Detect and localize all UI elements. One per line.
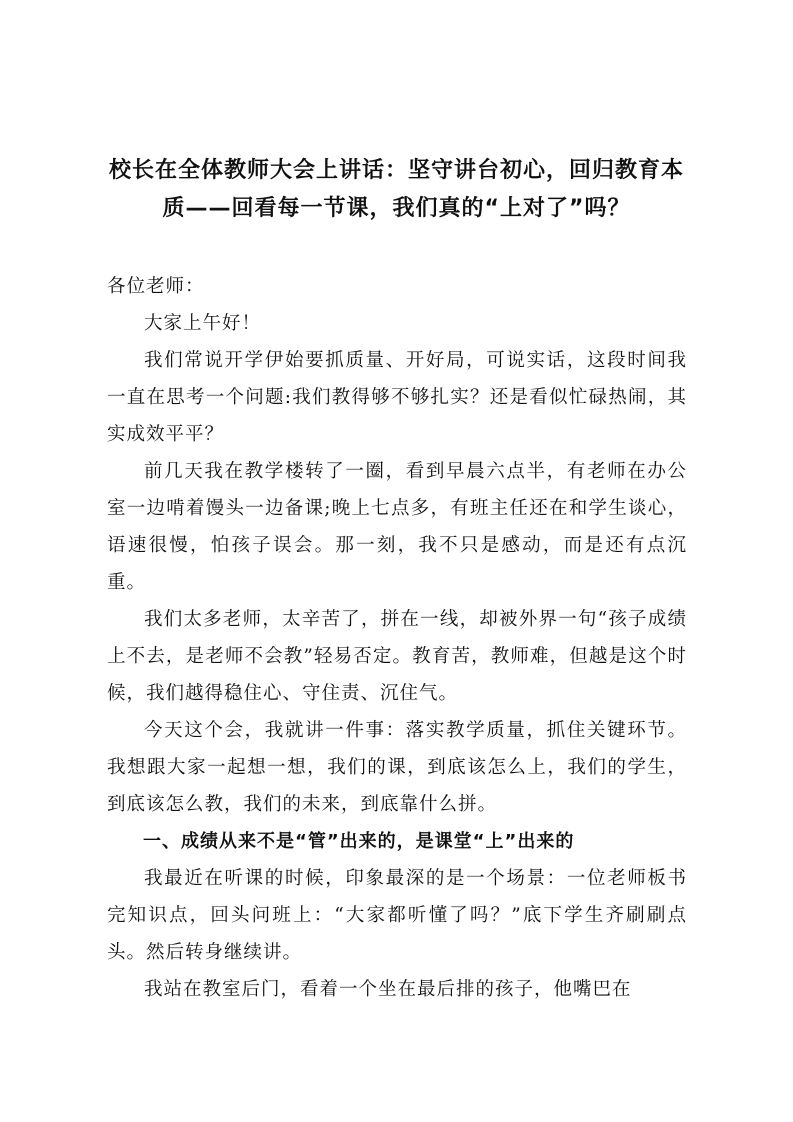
salutation: 各位老师： bbox=[107, 276, 205, 297]
body-paragraph: 我们太多老师，太辛苦了，拼在一线，却被外界一句“孩子成绩上不去，是老师不会教”轻易否定。教育苦，教师难，但越是这个时候，我们越得稳住心、守住责、沉住气。 bbox=[107, 609, 687, 704]
body-paragraph: 我最近在听课的时候，印象最深的是一个场景：一位老师板书完知识点，回头问班上：“大家都听懂了吗？”底下学生齐刷刷点头。然后转身继续讲。 bbox=[107, 868, 687, 963]
document-title: 校长在全体教师大会上讲话：坚守讲台初心，回归教育本质——回看每一节课，我们真的“上对了”吗？ bbox=[108, 158, 684, 221]
section-heading: 一、成绩从来不是“管”出来的，是课堂“上”出来的 bbox=[143, 831, 575, 852]
body-paragraph: 我们常说开学伊始要抓质量、开好局，可说实话，这段时间我一直在思考一个问题:我们教得够不够扎实？还是看似忙碌热闹，其实成效平平？ bbox=[107, 350, 687, 445]
document-body bbox=[107, 268, 687, 1008]
body-paragraph: 我站在教室后门，看着一个坐在最后排的孩子，他嘴巴在 bbox=[144, 979, 632, 1000]
body-paragraph: 今天这个会，我就讲一件事：落实教学质量，抓住关键环节。我想跟大家一起想一想，我们的课，到底该怎么上，我们的学生，到底该怎么教，我们的未来，到底靠什么拼。 bbox=[107, 720, 687, 815]
body-paragraph: 前几天我在教学楼转了一圈，看到早晨六点半，有老师在办公室一边啃着馒头一边备课;晚上七点多，有班主任还在和学生谈心，语速很慢，怕孩子误会。那一刻，我不只是感动，而是还有点沉重。 bbox=[107, 461, 687, 593]
greeting: 大家上午好！ bbox=[144, 313, 262, 334]
